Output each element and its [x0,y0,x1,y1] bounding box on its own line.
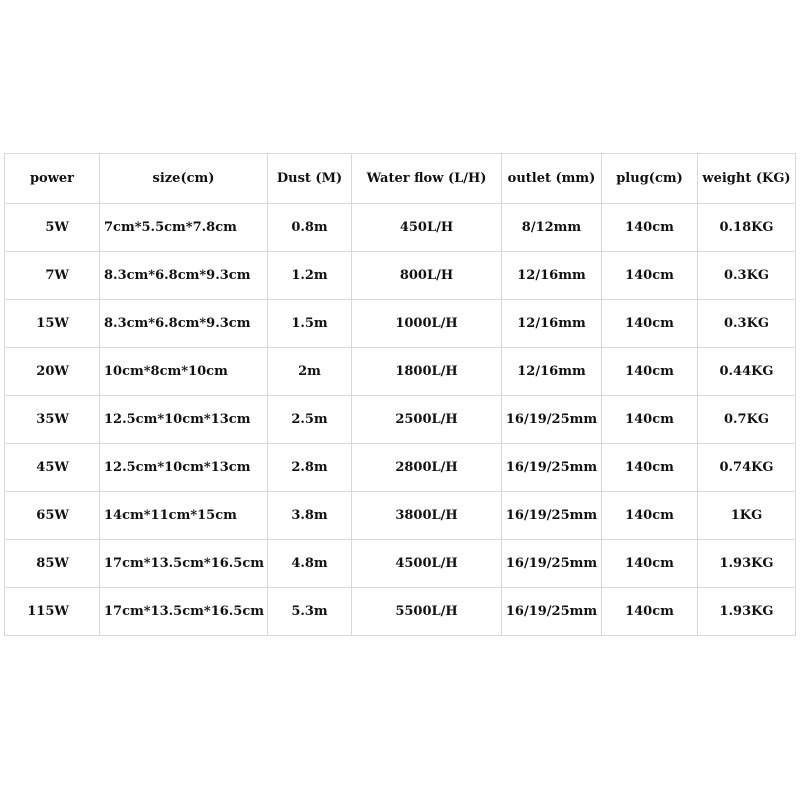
cell-outlet: 16/19/25mm [502,540,602,588]
cell-size: 8.3cm*6.8cm*9.3cm [100,300,268,348]
table-row [5,444,796,492]
cell-dust: 2.5m [268,396,352,444]
cell-outlet: 8/12mm [502,204,602,252]
cell-outlet: 16/19/25mm [502,588,602,636]
cell-water-flow: 4500L/H [352,540,502,588]
cell-power: 20W [5,348,100,396]
cell-dust: 2m [268,348,352,396]
cell-outlet: 16/19/25mm [502,492,602,540]
cell-water-flow: 2800L/H [352,444,502,492]
cell-weight: 0.74KG [698,444,796,492]
table-row [5,492,796,540]
cell-power: 65W [5,492,100,540]
cell-water-flow: 450L/H [352,204,502,252]
header-plug: plug(cm) [602,154,698,204]
table-row [5,204,796,252]
cell-weight: 1KG [698,492,796,540]
cell-power: 7W [5,252,100,300]
cell-weight: 0.3KG [698,252,796,300]
cell-power: 15W [5,300,100,348]
header-water-flow: Water flow (L/H) [352,154,502,204]
table-body [5,204,796,636]
cell-power: 115W [5,588,100,636]
cell-plug: 140cm [602,588,698,636]
cell-size: 12.5cm*10cm*13cm [100,444,268,492]
cell-size: 7cm*5.5cm*7.8cm [100,204,268,252]
header-outlet: outlet (mm) [502,154,602,204]
cell-water-flow: 5500L/H [352,588,502,636]
cell-weight: 1.93KG [698,540,796,588]
cell-weight: 0.7KG [698,396,796,444]
cell-plug: 140cm [602,540,698,588]
cell-size: 17cm*13.5cm*16.5cm [100,588,268,636]
cell-plug: 140cm [602,492,698,540]
table-row [5,540,796,588]
cell-size: 14cm*11cm*15cm [100,492,268,540]
cell-water-flow: 800L/H [352,252,502,300]
cell-plug: 140cm [602,300,698,348]
cell-size: 12.5cm*10cm*13cm [100,396,268,444]
cell-dust: 0.8m [268,204,352,252]
table-row [5,300,796,348]
cell-outlet: 12/16mm [502,252,602,300]
cell-water-flow: 3800L/H [352,492,502,540]
cell-outlet: 16/19/25mm [502,444,602,492]
cell-dust: 2.8m [268,444,352,492]
cell-dust: 3.8m [268,492,352,540]
table-row [5,252,796,300]
cell-water-flow: 1800L/H [352,348,502,396]
cell-outlet: 16/19/25mm [502,396,602,444]
cell-size: 17cm*13.5cm*16.5cm [100,540,268,588]
cell-weight: 0.44KG [698,348,796,396]
cell-power: 5W [5,204,100,252]
header-weight: weight (KG) [698,154,796,204]
cell-outlet: 12/16mm [502,300,602,348]
cell-outlet: 12/16mm [502,348,602,396]
table-row [5,348,796,396]
cell-weight: 0.18KG [698,204,796,252]
cell-plug: 140cm [602,204,698,252]
cell-power: 45W [5,444,100,492]
cell-power: 85W [5,540,100,588]
cell-dust: 1.5m [268,300,352,348]
table-row [5,588,796,636]
pump-spec-table [4,153,796,636]
cell-size: 10cm*8cm*10cm [100,348,268,396]
cell-plug: 140cm [602,252,698,300]
cell-plug: 140cm [602,444,698,492]
cell-dust: 1.2m [268,252,352,300]
cell-water-flow: 1000L/H [352,300,502,348]
cell-plug: 140cm [602,348,698,396]
table-row [5,396,796,444]
header-size: size(cm) [100,154,268,204]
cell-size: 8.3cm*6.8cm*9.3cm [100,252,268,300]
cell-dust: 4.8m [268,540,352,588]
cell-power: 35W [5,396,100,444]
table-header-row [5,154,796,204]
cell-plug: 140cm [602,396,698,444]
header-dust: Dust (M) [268,154,352,204]
cell-weight: 0.3KG [698,300,796,348]
header-power: power [5,154,100,204]
cell-water-flow: 2500L/H [352,396,502,444]
cell-dust: 5.3m [268,588,352,636]
cell-weight: 1.93KG [698,588,796,636]
